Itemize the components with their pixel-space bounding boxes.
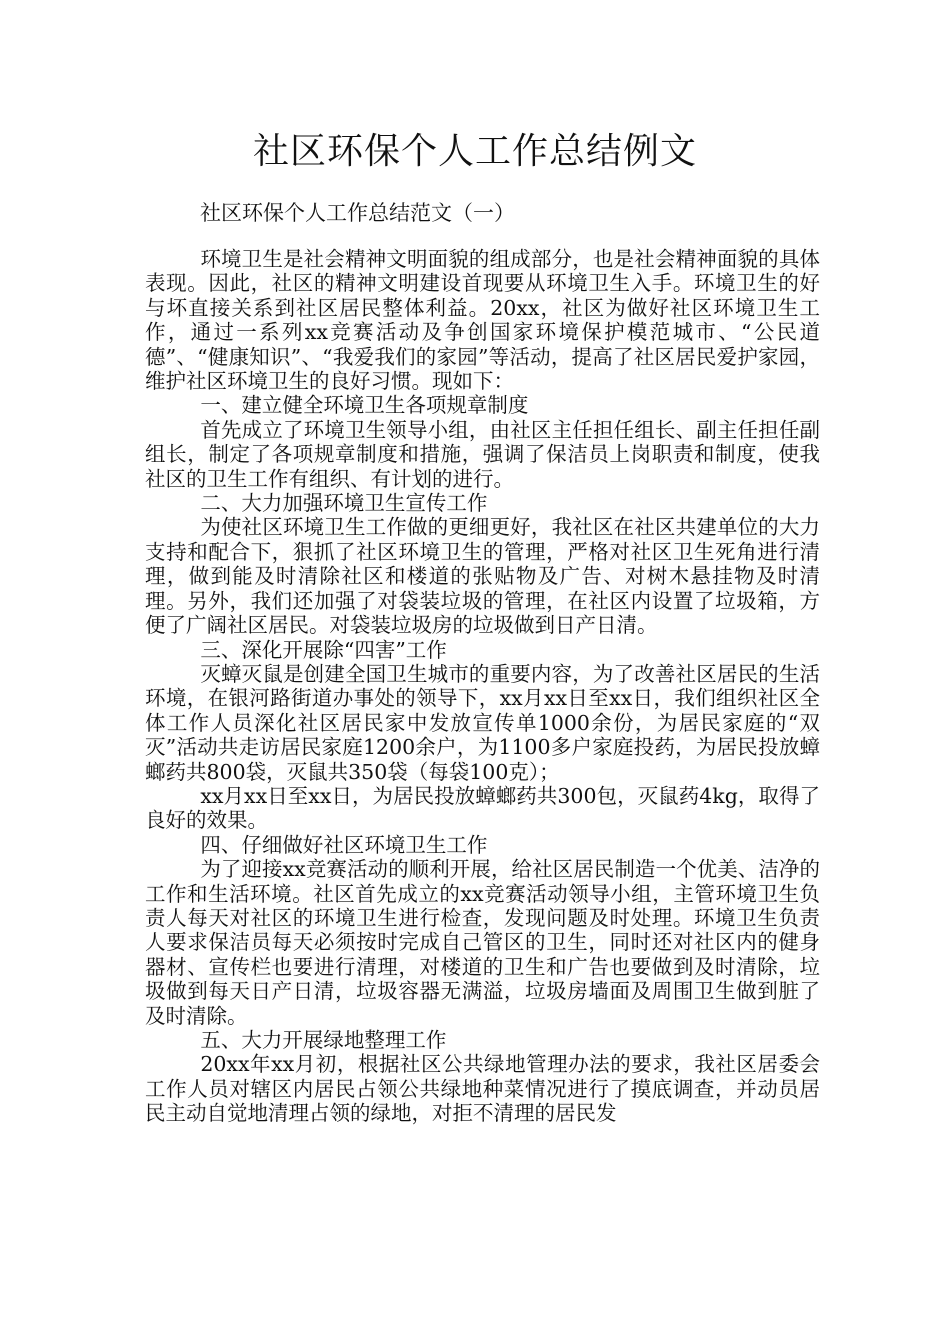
section-heading: 二、大力加强环境卫生宣传工作 — [200, 491, 488, 516]
section-heading: 四、仔细做好社区环境卫生工作 — [200, 832, 488, 857]
document-title: 社区环保个人工作总结例文 — [252, 131, 697, 172]
section-heading: 五、大力开展绿地整理工作 — [200, 1028, 447, 1052]
body-paragraph: 为了迎接xx竞赛活动的顺利开展，给社区居民制造一个优美、洁净的工作和生活环境。社区首先成立的xx竞赛活动领导小组，主管环境卫生负责人每天对社区的环境卫生进行检查，发现问题及时处理。环境卫生负责人要求保洁员每天必须按时完成自己管区的卫生，同时还对社区内的健身器材、宣传栏也要进行清理，对楼道的卫生和广告也要做到及时清除，垃圾做到每天日产日清，垃圾容器无满溢，垃圾房墙面及周围卫生做到脏了及时清除。 — [145, 857, 820, 1028]
body-paragraph: 灭蟑灭鼠是创建全国卫生城市的重要内容，为了改善社区居民的生活环境，在银河路街道办事处的领导下，xx月xx日至xx日，我们组织社区全体工作人员深化社区居民家中发放宣传单1000余份，为居民家庭的“双灭”活动共走访居民家庭1200余户，为1100多户家庭投药，为居民投放蟑螂药共800袋，灭鼠共350袋（每袋100克）； — [145, 661, 820, 784]
body-paragraph: 首先成立了环境卫生领导小组，由社区主任担任组长、副主任担任副组长，制定了各项规章制度和措施，强调了保洁员上岗职责和制度，使我社区的卫生工作有组织、有计划的进行。 — [145, 417, 820, 491]
body-paragraph: 为使社区环境卫生工作做的更细更好，我社区在社区共建单位的大力支持和配合下，狠抓了社区环境卫生的管理，严格对社区卫生死角进行清理，做到能及时清除社区和楼道的张贴物及广告、对树木悬挂物及时清理。另外，我们还加强了对袋装垃圾的管理，在社区内设置了垃圾箱，方便了广阔社区居民。对袋装垃圾房的垃圾做到日产日清。 — [145, 515, 820, 638]
body-paragraph: 20xx年xx月初，根据社区公共绿地管理办法的要求，我社区居委会工作人员对辖区内居民占领公共绿地种菜情况进行了摸底调查，并动员居民主动自觉地清理占领的绿地，对拒不清理的居民发 — [145, 1052, 820, 1126]
section-heading: 一、建立健全环境卫生各项规章制度 — [200, 393, 529, 418]
body-paragraph: 环境卫生是社会精神文明面貌的组成部分，也是社会精神面貌的具体表现。因此，社区的精神文明建设首现要从环境卫生入手。环境卫生的好与坏直接关系到社区居民整体利益。20xx，社区为做好社区环境卫生工作，通过一系列xx竞赛活动及争创国家环境保护模范城市、“公民道德”、“健康知识”、“我爱我们的家园”等活动，提高了社区居民爱护家园，维护社区环境卫生的良好习惯。现如下： — [145, 247, 820, 394]
section-heading: 三、深化开展除“四害”工作 — [200, 637, 447, 662]
document-body — [145, 247, 820, 1126]
body-paragraph: xx月xx日至xx日，为居民投放蟑螂药共300包，灭鼠药4kg，取得了良好的效果。 — [145, 783, 820, 833]
document-subtitle: 社区环保个人工作总结范文（一） — [200, 201, 515, 225]
